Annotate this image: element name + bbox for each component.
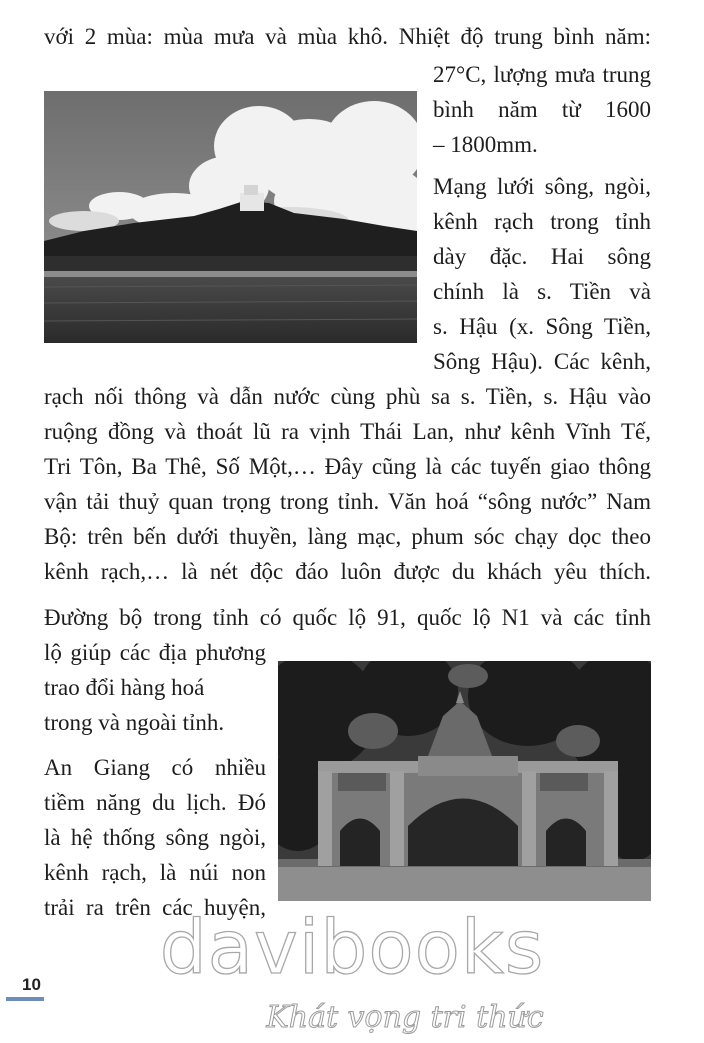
text-line: trải ra trên các huyện, xyxy=(44,895,266,920)
text-line: Bộ: trên bến dưới thuyền, làng mạc, phum sóc chạy dọc theo xyxy=(44,524,651,549)
mountain-lake-illustration xyxy=(44,91,417,343)
text-line: 27°C, lượng mưa trung xyxy=(433,62,651,87)
text-line: là hệ thống sông ngòi, xyxy=(44,825,266,850)
watermark-slogan: Khát vọng tri thức xyxy=(266,1000,544,1035)
text-line: Đường bộ trong tỉnh có quốc lộ 91, quốc lộ N1 và các tỉnh xyxy=(44,605,651,630)
text-line: kênh rạch, là núi non xyxy=(44,860,266,885)
text-line-short: – 1800mm. xyxy=(433,132,538,157)
page-number: 10 xyxy=(22,975,41,994)
text-line: rạch nối thông và dẫn nước cùng phù sa s. Tiền, s. Hậu vào xyxy=(44,384,651,409)
text-line: kênh rạch,… là nét độc đáo luôn được du khách yêu thích. xyxy=(44,559,651,584)
text-line: chính là s. Tiền và xyxy=(433,279,651,304)
text-line xyxy=(44,673,266,703)
text-line: Sông Hậu). Các kênh, xyxy=(433,349,651,374)
page-number-bar xyxy=(6,997,44,1001)
photo-old-gate xyxy=(278,661,651,901)
text-line: với 2 mùa: mùa mưa và mùa khô. Nhiệt độ trung bình năm: xyxy=(44,24,651,49)
text-line-short: trao đổi hàng hoá xyxy=(44,675,205,700)
text-line: kênh rạch trong tỉnh xyxy=(433,209,651,234)
old-gate-illustration xyxy=(278,661,651,901)
text-line: Tri Tôn, Ba Thê, Số Một,… Đây cũng là các tuyến giao thông xyxy=(44,454,651,479)
photo-mountain-lake xyxy=(44,91,417,343)
text-line: vận tải thuỷ quan trọng trong tỉnh. Văn hoá “sông nước” Nam xyxy=(44,489,651,514)
watermark-brand: davibooks xyxy=(159,905,545,991)
text-line: dày đặc. Hai sông xyxy=(433,244,651,269)
text-line xyxy=(44,708,266,738)
text-line: Mạng lưới sông, ngòi, xyxy=(433,174,651,199)
text-line: bình năm từ 1600 xyxy=(433,97,651,122)
text-line xyxy=(433,130,651,160)
text-line: tiềm năng du lịch. Đó xyxy=(44,790,266,815)
text-line: ruộng đồng và thoát lũ ra vịnh Thái Lan, như kênh Vĩnh Tế, xyxy=(44,419,651,444)
text-line: s. Hậu (x. Sông Tiền, xyxy=(433,314,651,339)
text-line: lộ giúp các địa phương xyxy=(44,640,266,665)
text-line-short: trong và ngoài tỉnh. xyxy=(44,710,225,735)
text-line: An Giang có nhiều xyxy=(44,755,266,780)
